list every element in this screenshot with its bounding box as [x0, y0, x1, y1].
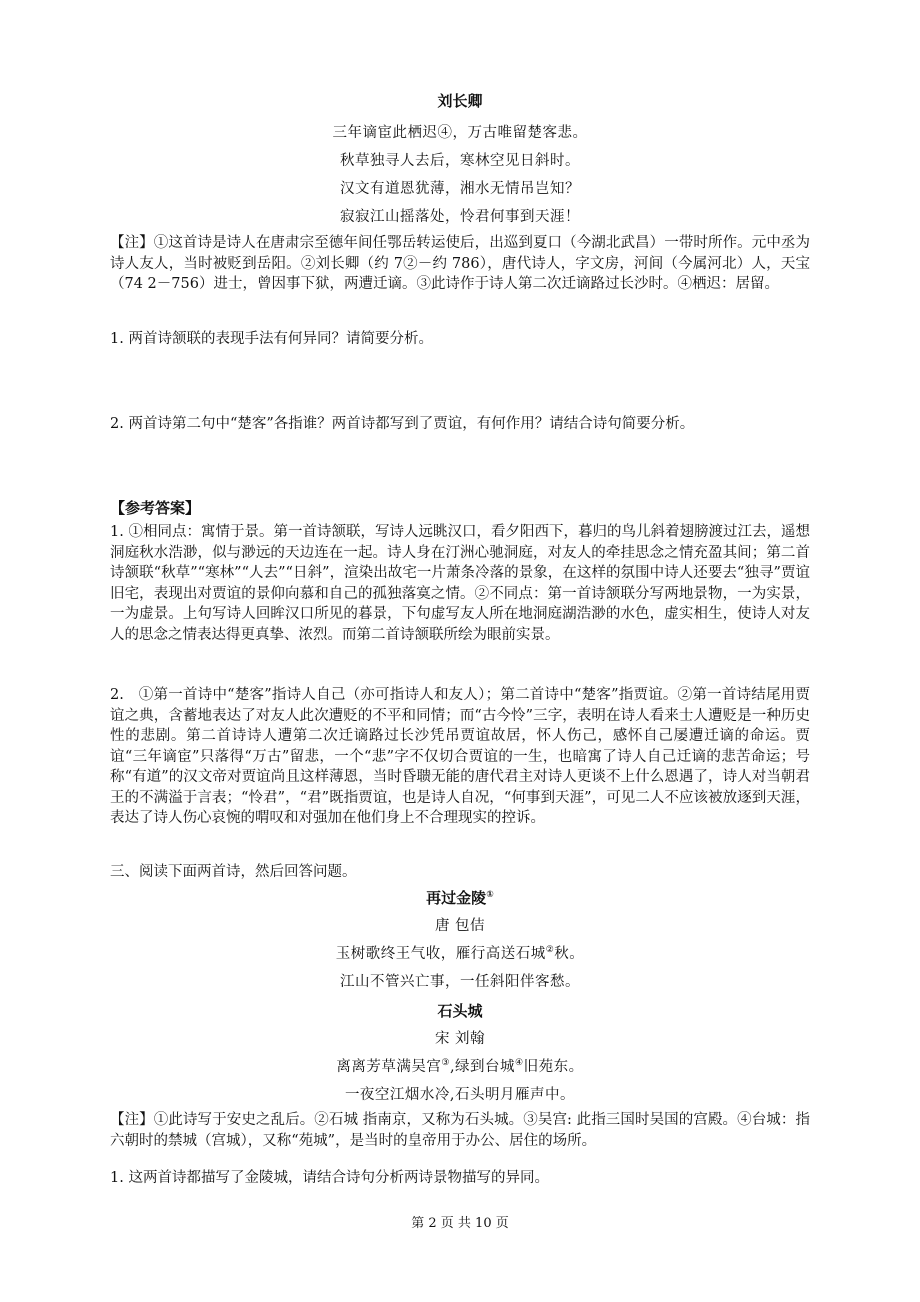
- question-3: 1. 这两首诗都描写了金陵城，请结合诗句分析两诗景物描写的异同。: [110, 1170, 549, 1186]
- poem1-line-2: 秋草独寻人去后，寒林空见日斜时。: [340, 153, 580, 169]
- poem3-title: 石头城: [437, 1002, 483, 1020]
- poem2-title: 再过金陵①: [426, 889, 494, 907]
- question-2: 2. 两首诗第二句中“楚客”各指谁？两首诗都写到了贾谊，有何作用？请结合诗句简要分析。: [110, 416, 695, 432]
- poem-notes-2: 【注】①此诗写于安史之乱后。②石城 指南京，又称为石头城。③吴宫: 此指三国时吴国的宫殿。④台城：指六朝时的禁城（宫城），又称“苑城”，是当时的皇帝用于办公、居住的场所。: [110, 1112, 810, 1149]
- poem1-note: 【注】①这首诗是诗人在唐肃宗至德年间任鄂岳转运使后，出巡到夏口（今湖北武昌）一带时所作。元中丞为诗人友人，当时被贬到岳阳。②刘长卿（约 7②－约 786），唐代诗人，字文房，河间（今属河北）人，天宝（74 2－756）进士，曾因事下狱，两遭迁谪。③此诗作于诗人第二次迁谪路过长沙时。④栖迟：居留。: [110, 235, 810, 292]
- section-3-heading: 三、阅读下面两首诗，然后回答问题。: [110, 864, 357, 880]
- answer-1: 1. ①相同点：寓情于景。第一首诗颔联，写诗人远眺汉口，看夕阳西下，暮归的鸟儿斜着翅膀渡过江去，遥想洞庭秋水浩渺，似与渺远的天边连在一起。诗人身在汀洲心驰洞庭，对友人的牵挂思念之情充盈其间；第二首诗颔联“秋草”“寒林”“人去”“日斜”，渲染出故宅一片萧条冷落的景象，在这样的氛围中诗人还要去“独寻”贾谊旧宅，表现出对贾谊的景仰向慕和自己的孤独落寞之情。②不同点：第一首诗颔联分写两地景物，一为实景，一为虚景。上句写诗人回眸汉口所见的暮景，下句虚写友人所在地洞庭湖浩渺的水色，虚实相生，使诗人对友人的思念之情表达得更真挚、浓烈。而第二首诗颔联所绘为眼前实景。: [110, 524, 810, 643]
- poem1-title: 刘长卿: [437, 92, 483, 110]
- poem2-author: 唐 包佶: [434, 918, 486, 934]
- poem1-line-4: 寂寂江山摇落处，怜君何事到天涯！: [340, 209, 580, 225]
- question-1: 1. 两首诗颔联的表现手法有何异同？请简要分析。: [110, 331, 433, 347]
- poem3-author: 宋 刘翰: [434, 1031, 486, 1047]
- answer-2: 2. ①第一首诗中“楚客”指诗人自己（亦可指诗人和友人）；第二首诗中“楚客”指贾谊。②第一首诗结尾用贾谊之典，含蓄地表达了对友人此次遭贬的不平和同情；而“古今怜”三字，表明在诗人看来士人遭贬是一种历史性的悲剧。第二首诗诗人遭第二次迁谪路过长沙凭吊贾谊故居，怀人伤己，感怀自己屡遭迁谪的命运。贾谊“三年谪宦”只落得“万古”留悲，一个“悲”字不仅切合贾谊的一生，也暗寓了诗人自己迁谪的悲苦命运；号称“有道”的汉文帝对贾谊尚且这样薄恩，当时昏聩无能的唐代君主对诗人更谈不上什么恩遇了，诗人对当朝君王的不满溢于言表；“怜君”，“君”既指贾谊，也是诗人自况，“何事到天涯”，可见二人不应该被放逐到天涯，表达了诗人伤心哀惋的喟叹和对强加在他们身上不合理现实的控诉。: [110, 687, 810, 826]
- poem2-line-2: 江山不管兴亡事，一任斜阳伴客愁。: [340, 974, 580, 990]
- poem3-line-1: 离离芳草满吴宫③,绿到台城④旧苑东。: [336, 1058, 584, 1075]
- poem1-line-1: 三年谪宦此栖迟④，万古唯留楚客悲。: [332, 125, 588, 141]
- answer-heading: 【参考答案】: [110, 499, 201, 517]
- poem1-line-3: 汉文有道恩犹薄，湘水无情吊岂知？: [340, 181, 580, 197]
- poem3-line-2: 一夜空江烟水冷,石头明月雁声中。: [344, 1087, 576, 1103]
- poem2-line-1: 玉树歌终王气收，雁行高送石城②秋。: [335, 945, 585, 962]
- page-footer: 第 2 页 共 10 页: [411, 1216, 509, 1231]
